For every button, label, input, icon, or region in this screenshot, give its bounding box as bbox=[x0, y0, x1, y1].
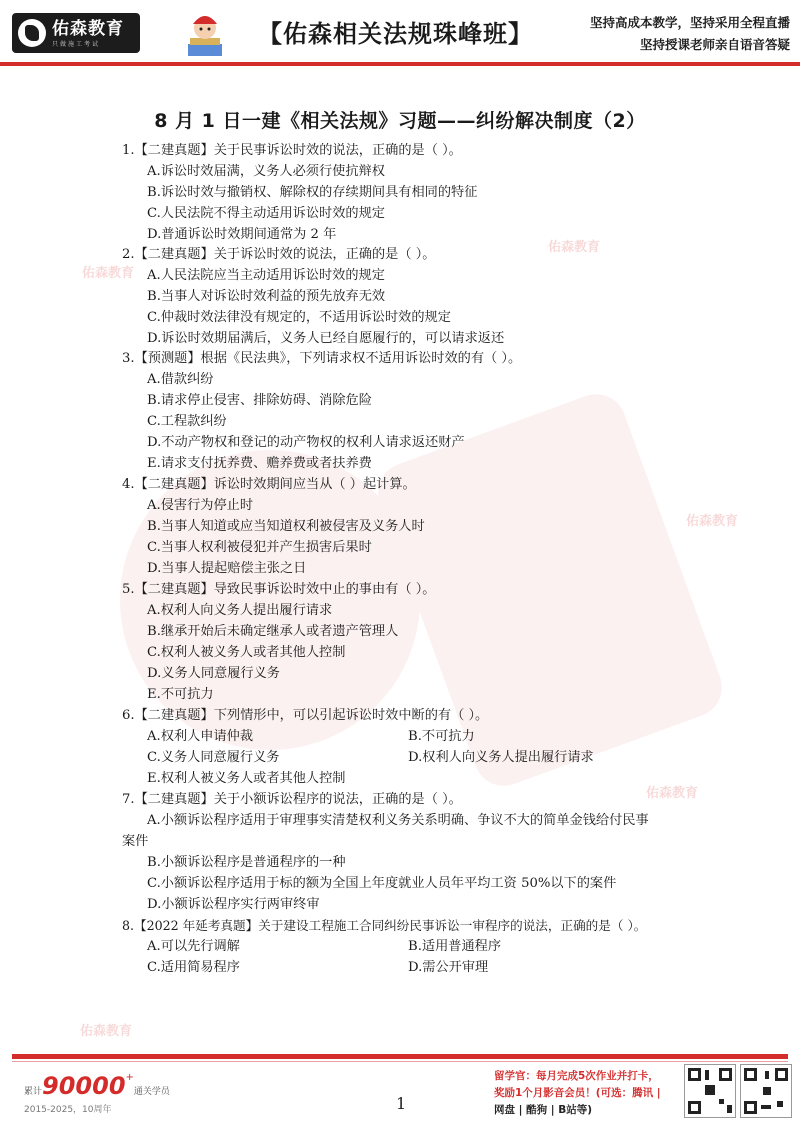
option-line: A.权利人向义务人提出履行请求 bbox=[147, 603, 333, 618]
question-6: 6.【二建真题】下列情形中，可以引起诉讼时效中断的有（ ）。 bbox=[122, 708, 489, 723]
option-line: C.工程款纠纷 bbox=[147, 414, 227, 429]
option-line-wrap: 案件 bbox=[122, 834, 149, 849]
header-divider bbox=[0, 62, 800, 66]
footer-divider bbox=[12, 1054, 788, 1059]
option-line: A.借款纠纷 bbox=[147, 372, 214, 387]
question-7: 7.【二建真题】关于小额诉讼程序的说法，正确的是（ ）。 bbox=[122, 792, 462, 807]
years-label: 2015-2025，10周年 bbox=[24, 1105, 112, 1115]
option-line: D.义务人同意履行义务 bbox=[147, 666, 280, 681]
option-line: D.当事人提起赔偿主张之日 bbox=[147, 561, 307, 576]
watermark-small: 佑森教育 bbox=[82, 266, 135, 281]
option-line: B.请求停止侵害、排除妨碍、消除危险 bbox=[147, 393, 372, 408]
option-line: B.小额诉讼程序是普通程序的一种 bbox=[147, 855, 346, 870]
mascot-icon bbox=[182, 8, 228, 58]
footer-divider-thin bbox=[12, 1061, 788, 1062]
count-plus: + bbox=[125, 1072, 134, 1083]
qr-code-icon[interactable] bbox=[740, 1064, 792, 1118]
option-line: A.小额诉讼程序适用于审理事实清楚权利义务关系明确、争议不大的简单金钱给付民事 bbox=[147, 813, 649, 828]
header-slogan bbox=[590, 12, 790, 56]
question-8: 8.【2022 年延考真题】关于建设工程施工合同纠纷民事诉讼一审程序的说法，正确的是（ ）。 bbox=[122, 918, 647, 933]
option-line: D.诉讼时效期届满后，义务人已经自愿履行的，可以请求返还 bbox=[147, 331, 505, 346]
option-line: D.不动产物权和登记的动产物权的权利人请求返还财产 bbox=[147, 435, 465, 450]
option-line: A.诉讼时效届满，义务人必须行使抗辩权 bbox=[147, 164, 385, 179]
option-line: A.可以先行调解 bbox=[147, 939, 240, 954]
promo-text bbox=[494, 1068, 680, 1119]
option-line: A.权利人申请仲裁 bbox=[147, 729, 254, 744]
page-number: 1 bbox=[396, 1094, 407, 1113]
qr-code-icon[interactable] bbox=[684, 1064, 736, 1118]
option-line: E.不可抗力 bbox=[147, 687, 214, 702]
question-5: 5.【二建真题】导致民事诉讼时效中止的事由有（ ）。 bbox=[122, 582, 436, 597]
option-line: B.继承开始后未确定继承人或者遗产管理人 bbox=[147, 624, 399, 639]
option-line: B.适用普通程序 bbox=[408, 939, 502, 954]
option-line: D.普通诉讼时效期间通常为 2 年 bbox=[147, 227, 337, 242]
watermark-small: 佑森教育 bbox=[80, 1024, 133, 1039]
option-line: D.小额诉讼程序实行两审终审 bbox=[147, 897, 320, 912]
count-lead: 累计 bbox=[24, 1087, 43, 1097]
logo-icon bbox=[18, 19, 46, 47]
question-1: 1.【二建真题】关于民事诉讼时效的说法，正确的是（ ）。 bbox=[122, 143, 462, 158]
question-3: 3.【预测题】根据《民法典》，下列请求权不适用诉讼时效的有（ ）。 bbox=[122, 351, 522, 366]
question-2: 2.【二建真题】关于诉讼时效的说法，正确的是（ ）。 bbox=[122, 247, 436, 262]
student-count bbox=[24, 1072, 170, 1115]
brand-logo bbox=[12, 13, 140, 53]
option-line: D.需公开审理 bbox=[408, 960, 489, 975]
option-line: B.当事人知道或应当知道权利被侵害及义务人时 bbox=[147, 519, 425, 534]
logo-subtext: 只做施工考试 bbox=[52, 40, 101, 48]
promo-line-2: 奖励1个月影音会员！(可选：腾讯 | bbox=[494, 1087, 661, 1099]
count-number: 90000 bbox=[42, 1072, 126, 1100]
option-line: E.权利人被义务人或者其他人控制 bbox=[147, 771, 346, 786]
option-line: A.人民法院应当主动适用诉讼时效的规定 bbox=[147, 268, 385, 283]
option-line: C.义务人同意履行义务 bbox=[147, 750, 280, 765]
question-4: 4.【二建真题】诉讼时效期间应当从（ ）起计算。 bbox=[122, 477, 416, 492]
watermark-small: 佑森教育 bbox=[686, 514, 739, 529]
option-line: C.人民法院不得主动适用诉讼时效的规定 bbox=[147, 206, 385, 221]
logo-text: 佑森教育 bbox=[52, 18, 124, 39]
slogan-line-2: 坚持授课老师亲自语音答疑 bbox=[639, 37, 790, 52]
promo-line-1: 留学官：每月完成5次作业并打卡， bbox=[494, 1070, 659, 1082]
header-title: 【佑森相关法规珠峰班】 bbox=[258, 20, 533, 48]
option-line: C.仲裁时效法律没有规定的，不适用诉讼时效的规定 bbox=[147, 310, 451, 325]
option-line: A.侵害行为停止时 bbox=[147, 498, 254, 513]
option-line: D.权利人向义务人提出履行请求 bbox=[408, 750, 594, 765]
document-title: 8 月 1 日一建《相关法规》习题——纠纷解决制度（2） bbox=[154, 110, 646, 132]
promo-line-3: 网盘 | 酷狗 | B站等) bbox=[494, 1104, 593, 1116]
option-line: B.当事人对诉讼时效利益的预先放弃无效 bbox=[147, 289, 386, 304]
option-line: C.适用简易程序 bbox=[147, 960, 240, 975]
option-line: B.不可抗力 bbox=[408, 729, 475, 744]
slogan-line-1: 坚持高成本教学，坚持采用全程直播 bbox=[589, 15, 790, 30]
option-line: E.请求支付抚养费、赡养费或者扶养费 bbox=[147, 456, 372, 471]
option-line: B.诉讼时效与撤销权、解除权的存续期间具有相同的特征 bbox=[147, 185, 478, 200]
option-line: C.小额诉讼程序适用于标的额为全国上年度就业人员年平均工资 50%以下的案件 bbox=[147, 876, 617, 891]
option-line: C.当事人权利被侵犯并产生损害后果时 bbox=[147, 540, 372, 555]
option-line: C.权利人被义务人或者其他人控制 bbox=[147, 645, 346, 660]
page-header bbox=[0, 0, 800, 76]
watermark-small: 佑森教育 bbox=[646, 786, 699, 801]
count-tail: 通关学员 bbox=[133, 1087, 170, 1097]
watermark-small: 佑森教育 bbox=[548, 240, 601, 255]
